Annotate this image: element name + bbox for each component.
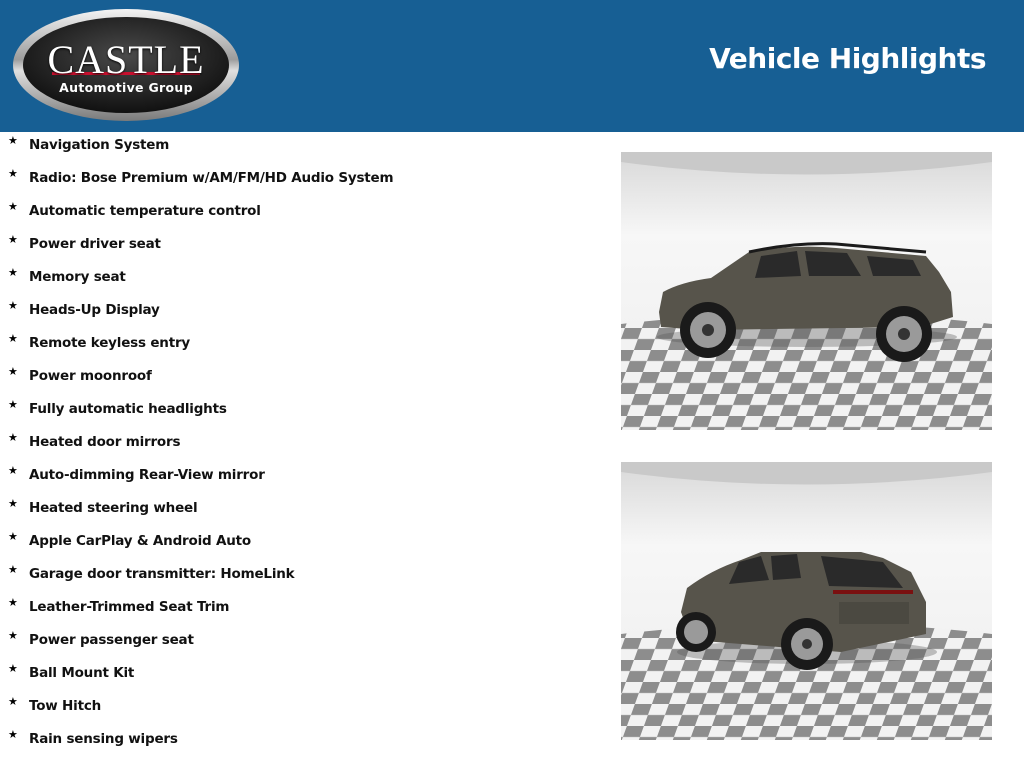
feature-item <box>0 363 600 396</box>
feature-label: Heated steering wheel <box>29 500 198 516</box>
logo-name: CASTLE <box>47 37 205 82</box>
feature-item <box>0 396 600 429</box>
star-bullet-icon: ★ <box>8 728 18 741</box>
feature-item <box>0 561 600 594</box>
vehicle-photo-side[interactable] <box>621 152 992 430</box>
feature-label: Automatic temperature control <box>29 203 261 219</box>
vehicle-photo-rear[interactable] <box>621 462 992 740</box>
feature-label: Memory seat <box>29 269 126 285</box>
feature-label: Power driver seat <box>29 236 161 252</box>
star-bullet-icon: ★ <box>8 464 18 477</box>
star-bullet-icon: ★ <box>8 530 18 543</box>
feature-label: Remote keyless entry <box>29 335 191 351</box>
feature-label: Garage door transmitter: HomeLink <box>29 566 295 582</box>
feature-label: Power passenger seat <box>29 632 194 648</box>
feature-label: Tow Hitch <box>29 698 102 714</box>
star-bullet-icon: ★ <box>8 200 18 213</box>
feature-item <box>0 594 600 627</box>
feature-label: Fully automatic headlights <box>29 401 227 417</box>
feature-label: Heads-Up Display <box>29 302 160 318</box>
logo-tagline: Automotive Group <box>59 80 193 95</box>
feature-item <box>0 660 600 693</box>
feature-item <box>0 627 600 660</box>
star-bullet-icon: ★ <box>8 497 18 510</box>
feature-label: Ball Mount Kit <box>29 665 135 681</box>
feature-item <box>0 297 600 330</box>
star-bullet-icon: ★ <box>8 629 18 642</box>
feature-item <box>0 132 600 165</box>
feature-label: Apple CarPlay & Android Auto <box>29 533 251 549</box>
star-bullet-icon: ★ <box>8 266 18 279</box>
feature-item <box>0 462 600 495</box>
feature-item <box>0 198 600 231</box>
star-bullet-icon: ★ <box>8 398 18 411</box>
star-bullet-icon: ★ <box>8 596 18 609</box>
star-bullet-icon: ★ <box>8 167 18 180</box>
feature-item <box>0 330 600 363</box>
feature-item <box>0 726 600 759</box>
feature-label: Rain sensing wipers <box>29 731 178 747</box>
feature-list <box>0 132 600 759</box>
star-bullet-icon: ★ <box>8 662 18 675</box>
feature-label: Navigation System <box>29 137 170 153</box>
header-banner <box>0 0 1024 132</box>
feature-label: Leather-Trimmed Seat Trim <box>29 599 230 615</box>
star-bullet-icon: ★ <box>8 431 18 444</box>
star-bullet-icon: ★ <box>8 563 18 576</box>
feature-item <box>0 231 600 264</box>
page-title: Vehicle Highlights <box>709 42 986 75</box>
car-rear-image <box>621 462 992 740</box>
feature-item <box>0 693 600 726</box>
car-side-image <box>621 152 992 430</box>
star-bullet-icon: ★ <box>8 299 18 312</box>
feature-label: Heated door mirrors <box>29 434 181 450</box>
feature-item <box>0 165 600 198</box>
feature-item <box>0 429 600 462</box>
feature-label: Power moonroof <box>29 368 152 384</box>
star-bullet-icon: ★ <box>8 695 18 708</box>
feature-item <box>0 495 600 528</box>
feature-item <box>0 528 600 561</box>
castle-logo[interactable] <box>12 8 240 122</box>
star-bullet-icon: ★ <box>8 134 18 147</box>
star-bullet-icon: ★ <box>8 365 18 378</box>
star-bullet-icon: ★ <box>8 233 18 246</box>
feature-label: Auto-dimming Rear-View mirror <box>29 467 265 483</box>
feature-item <box>0 264 600 297</box>
star-bullet-icon: ★ <box>8 332 18 345</box>
feature-label: Radio: Bose Premium w/AM/FM/HD Audio System <box>29 170 394 186</box>
